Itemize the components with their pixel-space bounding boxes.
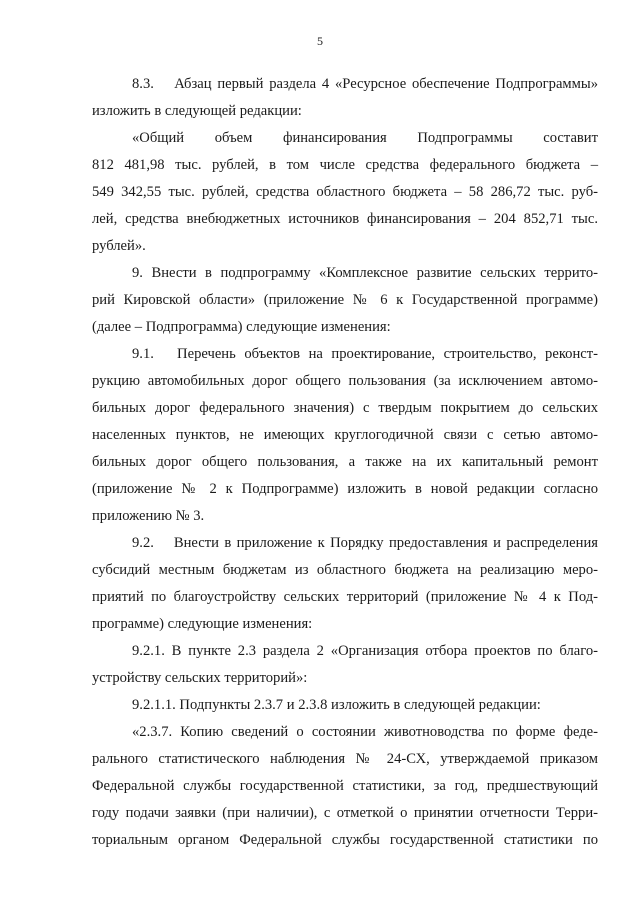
- paragraph-line: лей, средства внебюджетных источников финансирования – 204 852,71 тыс.: [92, 211, 598, 227]
- paragraph-line: 812 481,98 тыс. рублей, в том числе средства федерального бюджета –: [92, 157, 598, 173]
- paragraph-line: 9. Внести в подпрограмму «Комплексное развитие сельских террито-: [132, 265, 598, 281]
- paragraph-line: «2.3.7. Копию сведений о состоянии животноводства по форме феде-: [132, 724, 598, 740]
- paragraph-line: приятий по благоустройству сельских территорий (приложение № 4 к Под-: [92, 589, 598, 605]
- paragraph-line: программе) следующие изменения:: [92, 616, 313, 632]
- paragraph-line: рального статистического наблюдения № 24-СХ, утверждаемой приказом: [92, 751, 598, 767]
- paragraph-line: устройству сельских территорий»:: [92, 670, 308, 686]
- paragraph-line: рублей».: [92, 238, 146, 254]
- paragraph-line: (далее – Подпрограмма) следующие изменения:: [92, 319, 391, 335]
- paragraph-line: ториальным органом Федеральной службы государственной статистики по: [92, 832, 598, 848]
- paragraph-line: населенных пунктов, не имеющих круглогодичной связи с сетью автомо-: [92, 427, 598, 443]
- paragraph-line: «Общий объем финансирования Подпрограммы составит: [132, 130, 598, 146]
- paragraph-line: субсидий местным бюджетам из областного бюджета на реализацию меро-: [92, 562, 598, 578]
- paragraph-line: приложению № 3.: [92, 508, 205, 524]
- page-number: 5: [317, 34, 323, 48]
- paragraph-line: 9.2.1. В пункте 2.3 раздела 2 «Организация отбора проектов по благо-: [132, 643, 598, 659]
- paragraph-line: 8.3. Абзац первый раздела 4 «Ресурсное обеспечение Подпрограммы»: [132, 76, 598, 92]
- paragraph-line: 9.1. Перечень объектов на проектирование, строительство, реконст-: [132, 346, 598, 362]
- paragraph-line: (приложение № 2 к Подпрограмме) изложить в новой редакции согласно: [92, 481, 598, 497]
- paragraph-line: рий Кировской области» (приложение № 6 к Государственной программе): [92, 292, 598, 308]
- paragraph-line: 9.2.1.1. Подпункты 2.3.7 и 2.3.8 изложить в следующей редакции:: [132, 697, 541, 713]
- paragraph-line: изложить в следующей редакции:: [92, 103, 302, 119]
- paragraph-line: году подачи заявки (при наличии), с отметкой о принятии отчетности Терри-: [92, 805, 598, 821]
- paragraph-line: бильных дорог общего пользования, а также на их капитальный ремонт: [92, 454, 598, 470]
- paragraph-line: 549 342,55 тыс. рублей, средства областного бюджета – 58 286,72 тыс. руб-: [92, 184, 598, 200]
- paragraph-line: 9.2. Внести в приложение к Порядку предоставления и распределения: [132, 535, 598, 551]
- paragraph-line: бильных дорог федерального значения) с твердым покрытием до сельских: [92, 400, 598, 416]
- paragraph-line: Федеральной службы государственной статистики, за год, предшествующий: [92, 778, 598, 794]
- paragraph-line: рукцию автомобильных дорог общего пользования (за исключением автомо-: [92, 373, 598, 389]
